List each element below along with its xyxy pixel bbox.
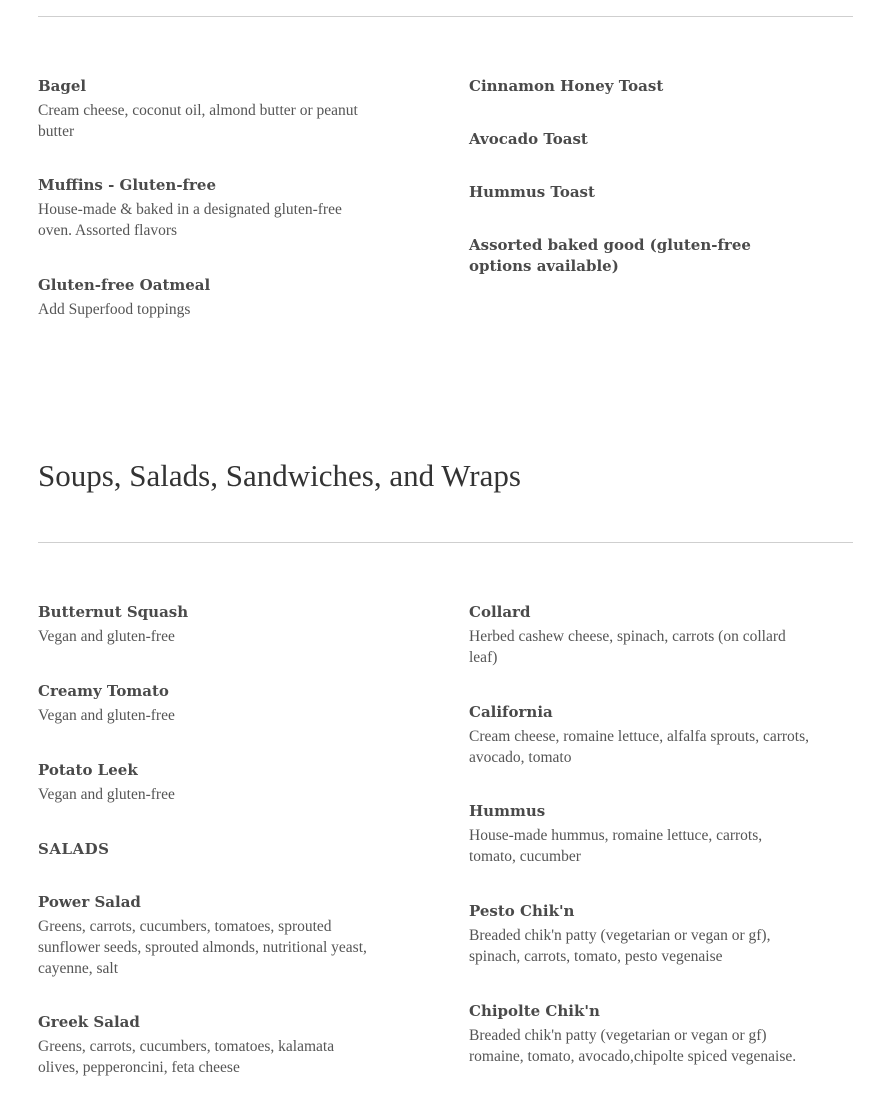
menu-item-description: Breaded chik'n patty (vegetarian or vegan or gf) romaine, tomato, avocado,chipolte spiced vegenaise.	[469, 1027, 797, 1065]
menu-item-name: Bagel	[38, 77, 87, 95]
menu-item-butternut-squash	[38, 602, 378, 647]
top-divider	[38, 16, 853, 17]
menu-item-name: Power Salad	[38, 893, 141, 911]
menu-item-description: Greens, carrots, cucumbers, tomatoes, kalamata olives, pepperoncini, feta cheese	[38, 1038, 335, 1076]
menu-item-name: Assorted baked good (gluten-free options available)	[469, 236, 751, 275]
menu-item-potato-leek	[38, 760, 378, 805]
section-title: Soups, Salads, Sandwiches, and Wraps	[38, 458, 521, 493]
menu-item-description: Cream cheese, coconut oil, almond butter or peanut butter	[38, 102, 358, 140]
menu-item-description: House-made hummus, romaine lettuce, carrots, tomato, cucumber	[469, 827, 763, 865]
menu-item-description: Breaded chik'n patty (vegetarian or vegan or gf), spinach, carrots, tomato, pesto vegenaise	[469, 927, 771, 965]
menu-item-bagel	[38, 76, 378, 142]
menu-item-collard	[469, 602, 809, 668]
menu-item-description: Herbed cashew cheese, spinach, carrots (on collard leaf)	[469, 628, 786, 666]
menu-item-power-salad	[38, 892, 378, 979]
menu-item-california	[469, 702, 809, 768]
menu-item-name: Potato Leek	[38, 761, 138, 779]
menu-item-name: Cinnamon Honey Toast	[469, 77, 664, 95]
menu-item-name: Pesto Chik'n	[469, 902, 575, 920]
menu-item-creamy-tomato	[38, 681, 378, 726]
menu-item-description: Cream cheese, romaine lettuce, alfalfa sprouts, carrots, avocado, tomato	[469, 728, 809, 766]
menu-item-description: Add Superfood toppings	[38, 301, 191, 318]
menu-item-description: Vegan and gluten-free	[38, 628, 175, 645]
menu-item-name: Greek Salad	[38, 1013, 140, 1031]
menu-item-description: Vegan and gluten-free	[38, 707, 175, 724]
menu-item-name: Hummus Toast	[469, 183, 595, 201]
menu-item-hummus-toast	[469, 182, 809, 203]
menu-item-description: House-made & baked in a designated gluten-free oven. Assorted flavors	[38, 201, 342, 239]
menu-item-name: Avocado Toast	[469, 130, 588, 148]
menu-item-name: Creamy Tomato	[38, 682, 169, 700]
menu-item-description: Vegan and gluten-free	[38, 786, 175, 803]
menu-item-chipolte-chikn	[469, 1001, 809, 1067]
salads-heading: SALADS	[38, 840, 110, 858]
menu-item-name: Chipolte Chik'n	[469, 1002, 600, 1020]
menu-item-avocado-toast	[469, 129, 809, 150]
menu-item-name: Muffins - Gluten-free	[38, 176, 217, 194]
menu-item-greek-salad	[38, 1012, 378, 1078]
menu-item-cinnamon-honey-toast	[469, 76, 809, 97]
menu-item-name: California	[469, 703, 553, 721]
menu-item-name: Gluten-free Oatmeal	[38, 276, 211, 294]
menu-item-name: Hummus	[469, 802, 546, 820]
menu-item-pesto-chikn	[469, 901, 809, 967]
menu-item-muffins	[38, 175, 378, 241]
menu-item-description: Greens, carrots, cucumbers, tomatoes, sprouted sunflower seeds, sprouted almonds, nutritional yeast, cayenne, salt	[38, 918, 367, 977]
menu-item-assorted-baked-good	[469, 235, 799, 277]
menu-item-hummus	[469, 801, 809, 867]
menu-item-name: Collard	[469, 603, 531, 621]
section-divider	[38, 542, 853, 543]
menu-item-oatmeal	[38, 275, 378, 320]
menu-item-name: Butternut Squash	[38, 603, 189, 621]
